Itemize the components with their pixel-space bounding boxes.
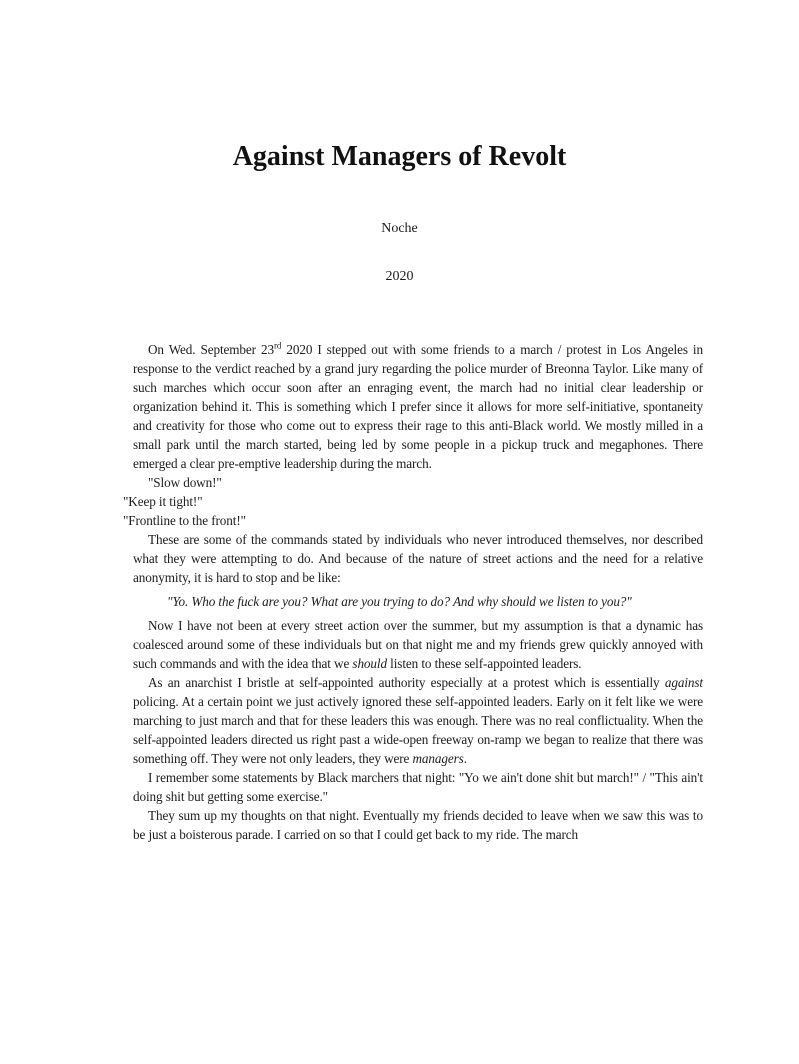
dialogue-line: "Slow down!": [148, 474, 222, 490]
document-author: Noche: [381, 220, 418, 236]
paragraph: On Wed. September 23rd 2020 I stepped out with some friends to a march / protest in Los Angeles in response to the verdict reached by a grand jury regarding the police murder of Breonna Taylor. Like many of such marches which occur soon after an enraging event, the march had no initial clear leadership or organization behind it. This is something which I prefer since it allows for more self-initiative, spontaneity and creativity for those who come out to express their rage to this anti-Black world. We mostly milled in a small park until the march started, being led by some people in a pickup truck and megaphones. There emerged a clear pre-emptive leadership during the march.: [133, 340, 703, 471]
paragraph: These are some of the commands stated by individuals who never introduced themselves, nor described what they were attempting to do. And because of the nature of street actions and the need for a relative anonymity, it is hard to stop and be like:: [133, 531, 703, 585]
dialogue-line: "Keep it tight!": [123, 493, 203, 509]
paragraph: I remember some statements by Black marchers that night: "Yo we ain't done shit but march!" / "This ain't doing shit but getting some exercise.": [133, 769, 703, 804]
document-title: Against Managers of Revolt: [232, 141, 567, 172]
paragraph: As an anarchist I bristle at self-appointed authority especially at a protest which is essentially against policing. At a certain point we just actively ignored these self-appointed leaders. Early on it felt like we were marching to just march and that for these leaders this was enough. There was no real conflictuality. When the self-appointed leaders directed us right past a wide-open freeway on-ramp we began to realize that there was something off. They were not only leaders, they were managers.: [133, 674, 703, 766]
paragraph: They sum up my thoughts on that night. Eventually my friends decided to leave when we saw this was to be just a boisterous parade. I carried on so that I could get back to my ride. The march: [133, 807, 703, 842]
paragraph: Now I have not been at every street action over the summer, but my assumption is that a dynamic has coalesced around some of these individuals but on that night me and my friends grew quickly annoyed with such commands and with the idea that we should listen to these self-appointed leaders.: [133, 617, 703, 671]
dialogue-line: "Frontline to the front!": [123, 512, 246, 528]
document-body: [123, 340, 703, 844]
document-year: 2020: [385, 268, 414, 284]
front-matter: [0, 0, 799, 286]
blockquote: "Yo. Who the fuck are you? What are you trying to do? And why should we listen to you?": [167, 593, 632, 609]
